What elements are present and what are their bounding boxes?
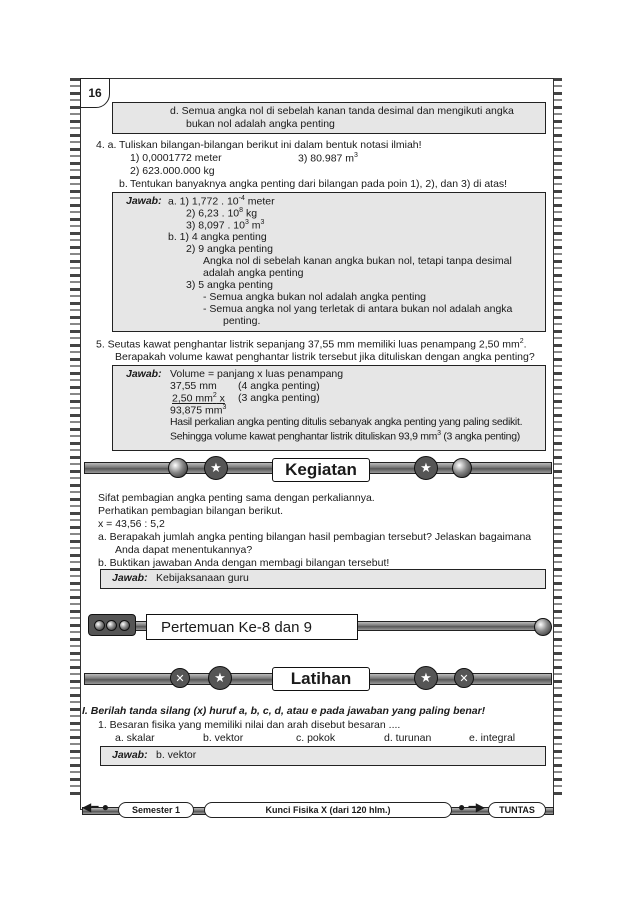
latihan-opt-c: c. pokok <box>296 732 336 744</box>
q5-answer-l5: Hasil perkalian angka penting ditulis sebanyak angka penting yang paling sedikit. <box>170 416 523 428</box>
footer-brand: TUNTAS <box>488 802 546 818</box>
page-number: 16 <box>80 78 110 108</box>
kegiatan-answer-text: Kebijaksanaan guru <box>156 572 249 584</box>
latihan-answer-text: b. vektor <box>156 749 197 761</box>
q4-answer-label: Jawab: <box>126 195 162 207</box>
latihan-q1: 1. Besaran fisika yang memiliki nilai dan arah disebut besaran .... <box>98 719 401 731</box>
q4-answer-b2-line1: Angka nol di sebelah kanan angka bukan nol, tetapi tanpa desimal <box>203 255 512 267</box>
pertemuan-title: Pertemuan Ke-8 dan 9 <box>146 614 358 640</box>
q4-answer-b3: 3) 5 angka penting <box>186 279 273 291</box>
q5-answer-l4: 93,875 $mm^3$ <box>170 404 227 417</box>
latihan-right-close-icon: ✕ <box>454 668 474 688</box>
q4-answer-a1: a. 1) 1,772 . $10^{-4}$ meter <box>168 195 275 208</box>
q4-item1: 1) 0,0001772 meter <box>130 152 222 164</box>
q5-line2: Berapakah volume kawat penghantar listrik tersebut jika dituliskan dengan angka penting? <box>115 351 535 363</box>
kegiatan-p1: Sifat pembagian angka penting sama dengan perkaliannya. <box>98 492 375 504</box>
q4-a-text: Tuliskan bilangan-bilangan berikut ini dalam bentuk notasi ilmiah! <box>119 139 422 151</box>
kegiatan-answer-label: Jawab: <box>112 572 148 584</box>
q5-answer-l1: Volume = panjang x luas penampang <box>170 368 344 380</box>
kegiatan-right-star-icon: ★ <box>414 456 438 480</box>
pertemuan-dots-box <box>88 614 136 636</box>
footer-right-dots: ● ━▶ <box>458 800 486 814</box>
latihan-right-star-icon: ★ <box>414 666 438 690</box>
latihan-left-star-icon: ★ <box>208 666 232 690</box>
q5-answer-label: Jawab: <box>126 368 162 380</box>
kegiatan-left-ball <box>168 458 188 478</box>
kegiatan-right-ball <box>452 458 472 478</box>
latihan-opt-b: b. vektor <box>203 732 244 744</box>
kegiatan-a-line1: a. Berapakah jumlah angka penting bilangan hasil pembagian tersebut? Jelaskan bagaimana <box>98 531 532 543</box>
dot-icon <box>94 620 105 631</box>
top-box-line1: d. Semua angka nol di sebelah kanan tanda desimal dan mengikuti angka <box>170 105 514 117</box>
footer-left-arrow-icon: ◀━ ● <box>82 800 110 814</box>
kegiatan-a-line2: Anda dapat menentukannya? <box>115 544 253 556</box>
dot-icon <box>106 620 117 631</box>
q4-answer-b2-line2: adalah angka penting <box>203 267 304 279</box>
dot-icon <box>119 620 130 631</box>
left-border-decoration <box>70 78 80 798</box>
q4-b-text: Tentukan banyaknya angka penting dari bilangan pada poin 1), 2), dan 3) di atas! <box>130 178 508 190</box>
footer-book: Kunci Fisika X (dari 120 hlm.) <box>204 802 452 818</box>
q5-line1: 5. Seutas kawat penghantar listrik sepanjang 37,55 mm memiliki luas penampang 2,50 $mm^2$. <box>96 338 527 351</box>
kegiatan-left-star-icon: ★ <box>204 456 228 480</box>
q4-answer-b3-d1: - Semua angka bukan nol adalah angka penting <box>203 291 427 303</box>
q5-answer-l3a: 2,50 $mm^2$ x <box>172 392 225 405</box>
q5-answer-l2b: (4 angka penting) <box>238 380 320 392</box>
q4-answer-a3: 3) 8,097 . $10^3$ $m^3$ <box>186 219 265 232</box>
kegiatan-p3: x = 43,56 : 5,2 <box>98 518 165 530</box>
q4-b-label: b. <box>119 178 128 190</box>
kegiatan-title: Kegiatan <box>272 458 370 482</box>
q5-answer-l2a: 37,55 mm <box>170 380 217 392</box>
q5-answer-l6: Sehingga volume kawat penghantar listrik dituliskan 93,9 $mm^3$ (3 angka penting) <box>170 430 520 443</box>
q4-a-label: 4. a. <box>96 139 117 151</box>
footer-semester: Semester 1 <box>118 802 194 818</box>
latihan-instruction: I. Berilah tanda silang (x) huruf a, b, c, d, atau e pada jawaban yang paling benar! <box>82 705 486 717</box>
q4-item3: 3) 80.987 $m^3$ <box>298 152 358 165</box>
latihan-title: Latihan <box>272 667 370 691</box>
q4-answer-b1: b. 1) 4 angka penting <box>168 231 267 243</box>
q4-answer-b3-d2b: penting. <box>223 315 261 327</box>
pertemuan-right-ball <box>534 618 552 636</box>
q4-answer-b2: 2) 9 angka penting <box>186 243 273 255</box>
latihan-opt-a: a. skalar <box>115 732 155 744</box>
kegiatan-p2: Perhatikan pembagian bilangan berikut. <box>98 505 284 517</box>
q4-answer-b3-d2: - Semua angka nol yang terletak di antara bukan nol adalah angka <box>203 303 513 315</box>
latihan-opt-d: d. turunan <box>384 732 432 744</box>
top-box-line2: bukan nol adalah angka penting <box>186 118 335 130</box>
latihan-answer-label: Jawab: <box>112 749 148 761</box>
q4-answer-a2: 2) 6,23 . $10^8$ kg <box>186 207 258 220</box>
q5-answer-l3b: (3 angka penting) <box>238 392 320 404</box>
q4-item2: 2) 623.000.000 kg <box>130 165 215 177</box>
latihan-left-close-icon: ✕ <box>170 668 190 688</box>
kegiatan-b-line: b. Buktikan jawaban Anda dengan membagi bilangan tersebut! <box>98 557 390 569</box>
latihan-opt-e: e. integral <box>469 732 516 744</box>
